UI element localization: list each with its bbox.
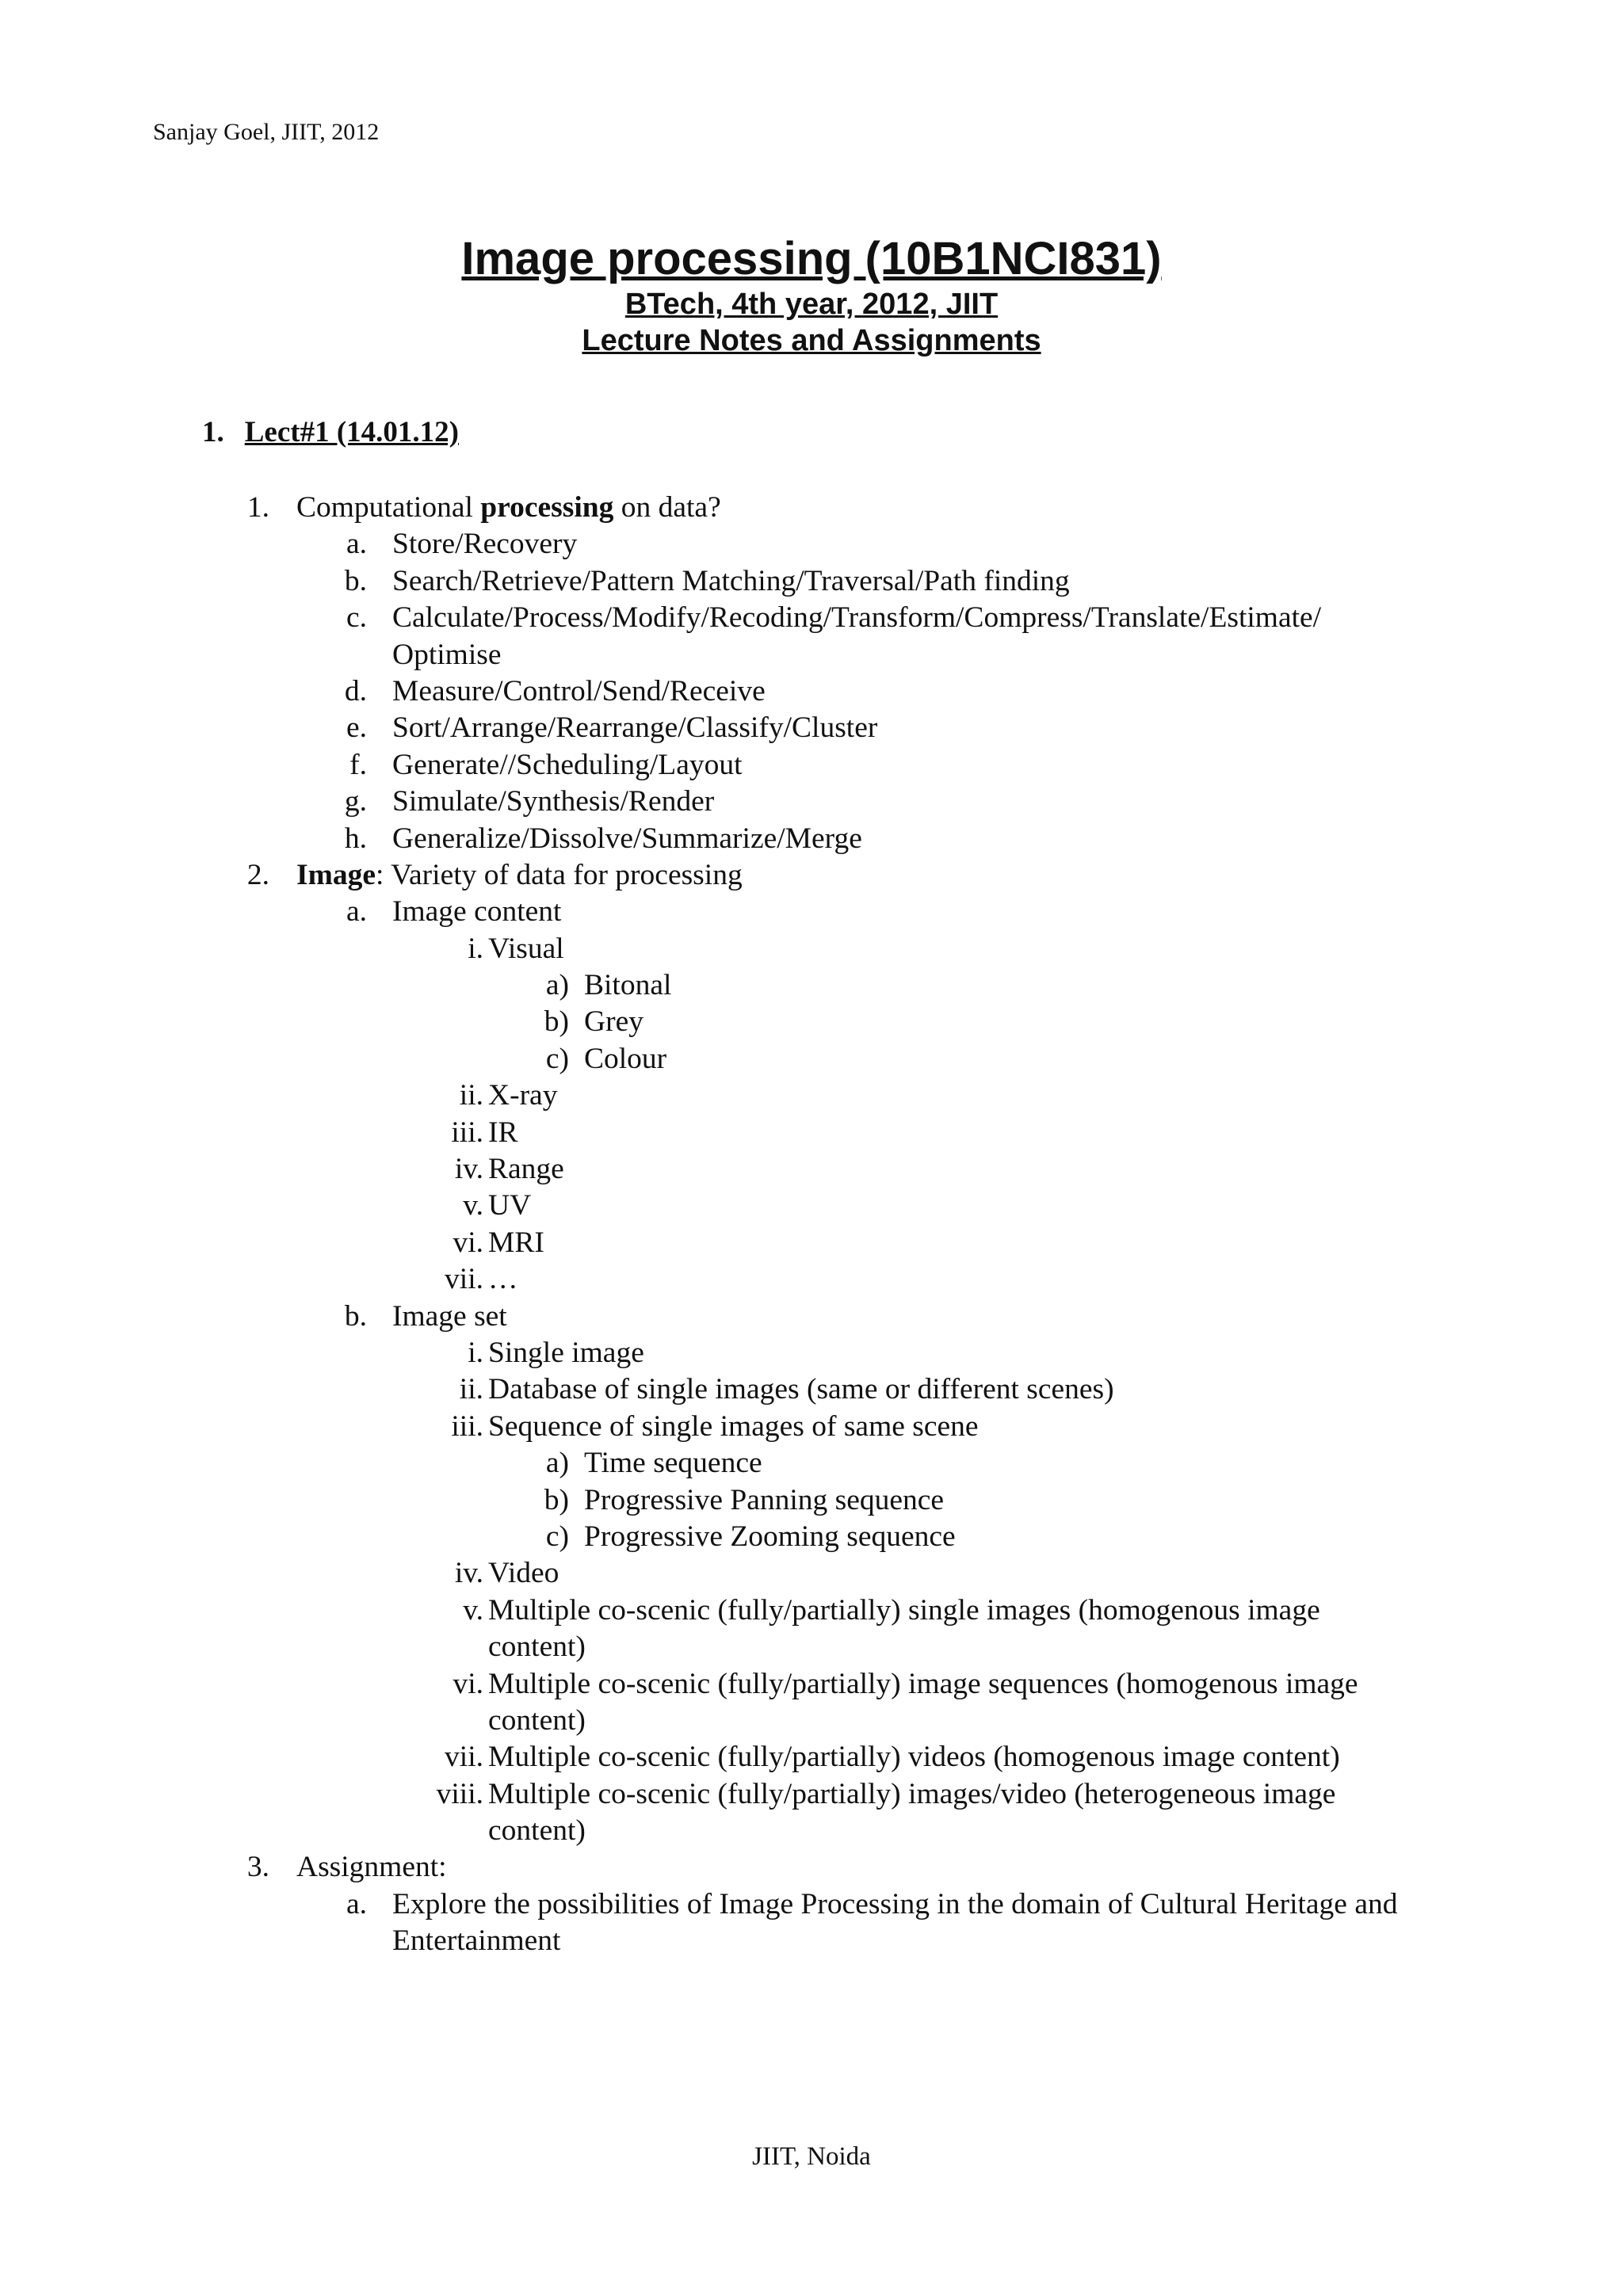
- outline-text: Calculate/Process/Modify/Recoding/Transform/Compress/Translate/Estimate/: [392, 601, 1322, 635]
- outline-text: Multiple co-scenic (fully/partially) images/video (heterogeneous image: [488, 1777, 1336, 1810]
- outline-item-continuation: [0, 1813, 1623, 1849]
- outline-text: …: [488, 1263, 518, 1296]
- outline-marker: 2.: [246, 858, 269, 891]
- outline-item: [0, 1077, 1623, 1114]
- outline-marker: iii.: [451, 1409, 483, 1443]
- outline-text: Entertainment: [392, 1924, 561, 1958]
- outline-text: Generate//Scheduling/Layout: [392, 748, 743, 781]
- outline-item-continuation: [0, 1703, 1623, 1739]
- outline-text: Search/Retrieve/Pattern Matching/Traversal/Path finding: [392, 564, 1070, 597]
- outline-item: [0, 1335, 1623, 1371]
- outline-marker: f.: [349, 748, 367, 781]
- outline-marker: iv.: [454, 1557, 483, 1590]
- outline-marker: c): [545, 1520, 569, 1553]
- outline-item: [0, 1592, 1623, 1629]
- outline-marker: c): [545, 1042, 569, 1075]
- outline-marker: iv.: [454, 1153, 483, 1186]
- outline-marker: vii.: [445, 1263, 483, 1296]
- document-title: Image processing (10B1NCI831): [461, 233, 1162, 284]
- outline-item: [0, 1188, 1623, 1224]
- outline-text: content): [488, 1703, 586, 1737]
- outline-marker: g.: [344, 785, 367, 818]
- outline-item: [0, 821, 1623, 857]
- outline-marker: d.: [344, 674, 367, 707]
- outline-marker: a.: [346, 528, 367, 561]
- outline-item: [0, 894, 1623, 930]
- outline-text: X-ray: [488, 1079, 558, 1112]
- outline-item: [0, 600, 1623, 636]
- outline-item: [0, 1409, 1623, 1445]
- outline-item: [0, 931, 1623, 967]
- outline-item: [0, 563, 1623, 600]
- lecture-outline: [0, 490, 1623, 1960]
- outline-item: [0, 710, 1623, 746]
- outline-item: [0, 967, 1623, 1004]
- outline-text: [296, 490, 721, 526]
- outline-marker: vii.: [445, 1741, 483, 1774]
- outline-item: [0, 1115, 1623, 1151]
- outline-text: Multiple co-scenic (fully/partially) image sequences (homogenous image: [488, 1667, 1358, 1700]
- outline-item: [0, 1299, 1623, 1335]
- outline-item: [0, 1849, 1623, 1886]
- outline-marker: b): [544, 1483, 569, 1516]
- title-block: [0, 232, 1623, 359]
- outline-marker: ii.: [459, 1079, 483, 1112]
- outline-marker: ii.: [459, 1373, 483, 1406]
- outline-text: MRI: [488, 1226, 544, 1259]
- outline-marker: vi.: [453, 1226, 483, 1259]
- outline-text: Sort/Arrange/Rearrange/Classify/Cluster: [392, 711, 878, 745]
- outline-text: Measure/Control/Send/Receive: [392, 674, 766, 707]
- outline-marker: a): [545, 1447, 569, 1480]
- outline-item: [0, 1555, 1623, 1592]
- outline-text: Range: [488, 1153, 564, 1186]
- outline-text: [296, 857, 743, 894]
- outline-text: Colour: [584, 1042, 667, 1075]
- outline-item: [0, 1261, 1623, 1298]
- section-number: 1.: [202, 416, 224, 448]
- outline-text: Video: [488, 1557, 559, 1590]
- outline-item: [0, 784, 1623, 820]
- outline-item: [0, 1739, 1623, 1775]
- outline-text-prefix: Computational: [296, 491, 481, 524]
- outline-text: Simulate/Synthesis/Render: [392, 785, 715, 818]
- section-label: Lect#1 (14.01.12): [244, 416, 459, 448]
- outline-marker: a.: [346, 895, 367, 929]
- outline-marker: i.: [468, 932, 483, 965]
- outline-marker: 1.: [246, 491, 269, 524]
- outline-marker: c.: [346, 601, 367, 635]
- section-heading: [202, 415, 459, 449]
- document-subtitle-course: BTech, 4th year, 2012, JIIT: [624, 288, 999, 321]
- outline-text: Image content: [392, 895, 562, 929]
- outline-item: [0, 1004, 1623, 1040]
- outline-item: [0, 1519, 1623, 1555]
- outline-text: Multiple co-scenic (fully/partially) videos (homogenous image content): [488, 1741, 1340, 1774]
- outline-text: content): [488, 1814, 586, 1848]
- outline-text-rest: : Variety of data for processing: [375, 858, 743, 891]
- outline-text: Explore the possibilities of Image Processing in the domain of Cultural Heritage and: [392, 1887, 1398, 1920]
- outline-item: [0, 857, 1623, 894]
- outline-item-continuation: [0, 1923, 1623, 1959]
- outline-item: [0, 1482, 1623, 1519]
- outline-text: Sequence of single images of same scene: [488, 1409, 979, 1443]
- outline-item: [0, 490, 1623, 526]
- outline-marker: iii.: [451, 1116, 483, 1149]
- outline-marker: b.: [344, 564, 367, 597]
- outline-text: UV: [488, 1189, 532, 1222]
- page-footer: JIIT, Noida: [752, 2142, 871, 2171]
- outline-text: Optimise: [392, 638, 502, 671]
- outline-text: Store/Recovery: [392, 528, 578, 561]
- outline-item: [0, 1666, 1623, 1703]
- outline-item: [0, 1776, 1623, 1813]
- outline-item-continuation: [0, 1629, 1623, 1665]
- outline-text: Multiple co-scenic (fully/partially) single images (homogenous image: [488, 1593, 1320, 1627]
- outline-item: [0, 1445, 1623, 1482]
- outline-text-bold: Image: [296, 858, 376, 891]
- outline-text: IR: [488, 1116, 518, 1149]
- outline-item: [0, 1886, 1623, 1923]
- outline-item: [0, 673, 1623, 710]
- outline-item-continuation: [0, 637, 1623, 673]
- outline-marker: viii.: [436, 1777, 483, 1810]
- outline-text-rest: on data?: [613, 491, 721, 524]
- outline-marker: b.: [344, 1299, 367, 1333]
- outline-marker: 3.: [246, 1851, 269, 1884]
- outline-text: Bitonal: [584, 969, 672, 1002]
- outline-text-bold: processing: [480, 491, 614, 524]
- outline-marker: h.: [344, 822, 367, 855]
- outline-marker: e.: [346, 711, 367, 745]
- outline-text: Visual: [488, 932, 564, 965]
- outline-text: Database of single images (same or different scenes): [488, 1373, 1114, 1406]
- outline-item: [0, 1371, 1623, 1408]
- outline-text: Progressive Panning sequence: [584, 1483, 945, 1516]
- outline-text: Progressive Zooming sequence: [584, 1520, 956, 1553]
- outline-marker: vi.: [453, 1667, 483, 1700]
- document-subtitle-notes: Lecture Notes and Assignments: [582, 324, 1041, 357]
- outline-marker: i.: [468, 1336, 483, 1369]
- outline-text: content): [488, 1630, 586, 1664]
- outline-marker: v.: [463, 1593, 483, 1627]
- outline-marker: v.: [463, 1189, 483, 1222]
- outline-item: [0, 526, 1623, 563]
- outline-item: [0, 1225, 1623, 1261]
- outline-marker: a.: [346, 1887, 367, 1920]
- outline-text: Time sequence: [584, 1447, 762, 1480]
- outline-item: [0, 1151, 1623, 1188]
- outline-item: [0, 747, 1623, 784]
- header-author-line: Sanjay Goel, JIIT, 2012: [153, 119, 380, 145]
- outline-item: [0, 1041, 1623, 1077]
- outline-text: [296, 1849, 447, 1886]
- outline-text: Grey: [584, 1005, 643, 1039]
- outline-text: Image set: [392, 1299, 507, 1333]
- outline-text: Generalize/Dissolve/Summarize/Merge: [392, 822, 862, 855]
- outline-text: Single image: [488, 1336, 644, 1369]
- outline-text-rest: Assignment:: [296, 1851, 447, 1884]
- outline-marker: a): [545, 969, 569, 1002]
- outline-marker: b): [544, 1005, 569, 1039]
